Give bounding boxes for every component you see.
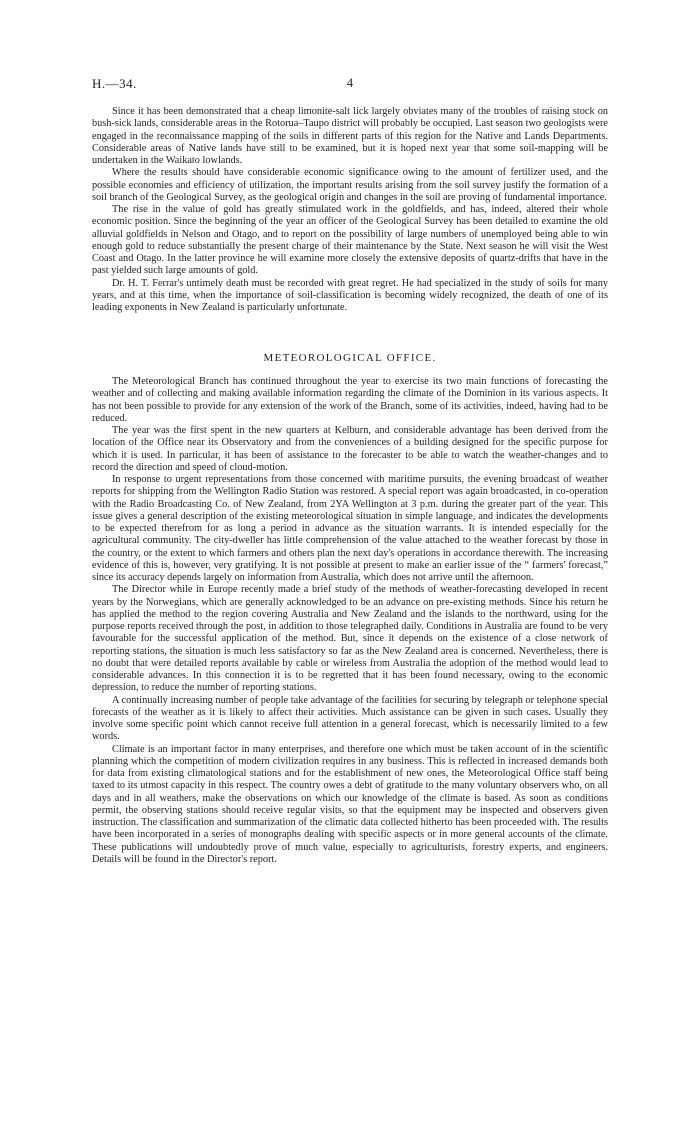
paragraph: The year was the first spent in the new quarters at Kelburn, and considerable advantage has been derived from the location of the Office near its Observatory and from the conveniences of a building designed for the specific purpose for which it is used. In particular, it has been of assistance to the forecaster to be able to watch the weather-changes and to record the direction and speed of cloud-motion.: [92, 425, 608, 473]
paragraph: Climate is an important factor in many enterprises, and therefore one which must be taken account of in the scientific planning which the competition of modern civilization requires in any business. This is reflected in increased demands both for data from existing climatological stations and for the establishment of new ones, the Meteorological Office staff being taxed to its utmost capacity in this respect. The country owes a debt of gratitude to the many voluntary observers who, on all days and in all weathers, make the observations on which our knowledge of the climate is based. As soon as conditions permit, the observing stations should receive regular visits, so that the equipment may be inspected and observers given instruction. The classification and summarization of the climatic data collected hitherto has been proceeded with. The results have been incorporated in a series of monographs dealing with specific aspects or in more general accounts of the climate. These publications will undoubtedly prove of much value, especially to agriculturists, forestry experts, and engineers. Details will be found in the Director's report.: [92, 743, 608, 865]
paragraph: The rise in the value of gold has greatly stimulated work in the goldfields, and has, indeed, altered their whole economic position. Since the beginning of the year an officer of the Geological Survey has been detailed to examine the old alluvial goldfields in Nelson and Otago, and to report on the possibility of large numbers of unemployed being able to win enough gold to reduce substantially the present charge of their maintenance by the State. Next season he will visit the West Coast and Otago. In the latter province he will examine more closely the extensive deposits of quartz-drifts that have in the past yielded such large amounts of gold.: [92, 204, 608, 277]
paragraph: The Director while in Europe recently made a brief study of the methods of weather-forecasting developed in recent years by the Norwegians, which are generally acknowledged to be an advance on pre-existing methods. Since his return he has applied the method to the region covering Australia and New Zealand and the islands to the northward, using for the purpose reports received through the post, in addition to those telegraphed daily. Conditions in Australia are found to be very favourable for the successful application of the method. But, since it depends on the existence of a close network of reporting stations, the situation is much less satisfactory so far as the New Zealand area is concerned. Nevertheless, there is no doubt that were detailed reports available by cable or wireless from Australia the adoption of the method would lead to considerable advances. In this connection it is to be regretted that it has been found necessary, owing to the economic depression, to reduce the number of reporting stations.: [92, 584, 608, 694]
paragraph: In response to urgent representations from those concerned with maritime pursuits, the evening broadcast of weather reports for shipping from the Wellington Radio Station was restored. A special report was again broadcasted, in co-operation with the Radio Broadcasting Co. of New Zealand, from 2YA Wellington at 3 p.m. during the greater part of the year. This issue gives a general description of the existing meteorological situation in simple language, and indicates the developments to be expected therefrom for as long a period in advance as the situation warrants. It is intended especially for the agricultural community. The city-dweller has little comprehension of the value attached to the weather forecast by those in the country, or the extent to which farmers and others plan the next day's operations in accordance therewith. The increasing evidence of this is, however, very gratifying. It is not possible at present to make an earlier issue of the “ farmers' forecast,” since its accuracy depends largely on information from Australia, which does not arrive until the afternoon.: [92, 474, 608, 583]
section-heading: METEOROLOGICAL OFFICE.: [263, 352, 437, 364]
meteorological-office-section: [92, 376, 608, 866]
document-reference: H.—34.: [92, 76, 137, 91]
paragraph: A continually increasing number of people take advantage of the facilities for securing by telegraph or telephone special forecasts of the weather as it is likely to affect their activities. Much assistance can be given in such cases. Usually they involve some specific point which cannot receive full attention in a general forecast, which is necessarily limited to a few words.: [92, 694, 608, 743]
paragraph: The Meteorological Branch has continued throughout the year to exercise its two main functions of forecasting the weather and of collecting and making available information regarding the climate of the Dominion in its various aspects. It has not been possible to provide for any extension of the work of the Branch, some of its activities, indeed, having had to be reduced.: [92, 376, 608, 424]
page-header: [92, 76, 608, 94]
paragraph: Where the results should have considerable economic significance owing to the amount of fertilizer used, and the possible economies and efficiency of utilization, the important results arising from the soil survey justify the formation of a soil branch of the Geological Survey, as the geological origin and changes in the soil are proving of fundamental importance.: [92, 167, 608, 203]
paragraph: Since it has been demonstrated that a cheap limonite-salt lick largely obviates many of the troubles of raising stock on bush-sick lands, considerable areas in the Rotorua–Taupo district will probably be occupied. Last season two geologists were engaged in the reconnaissance mapping of the soils in different parts of this region for the Native and Lands Departments. Considerable areas of Native lands have still to be examined, but it is hoped next year that some soil-mapping will be undertaken in the Waikato lowlands.: [92, 106, 608, 166]
page-number: 4: [346, 76, 354, 90]
paragraph: Dr. H. T. Ferrar's untimely death must be recorded with great regret. He had specialized in the study of soils for many years, and at this time, when the importance of soil-classification is becoming widely recognized, the death of one of its leading exponents in New Zealand is particularly unfortunate.: [92, 277, 608, 313]
geological-survey-section: [92, 106, 608, 314]
